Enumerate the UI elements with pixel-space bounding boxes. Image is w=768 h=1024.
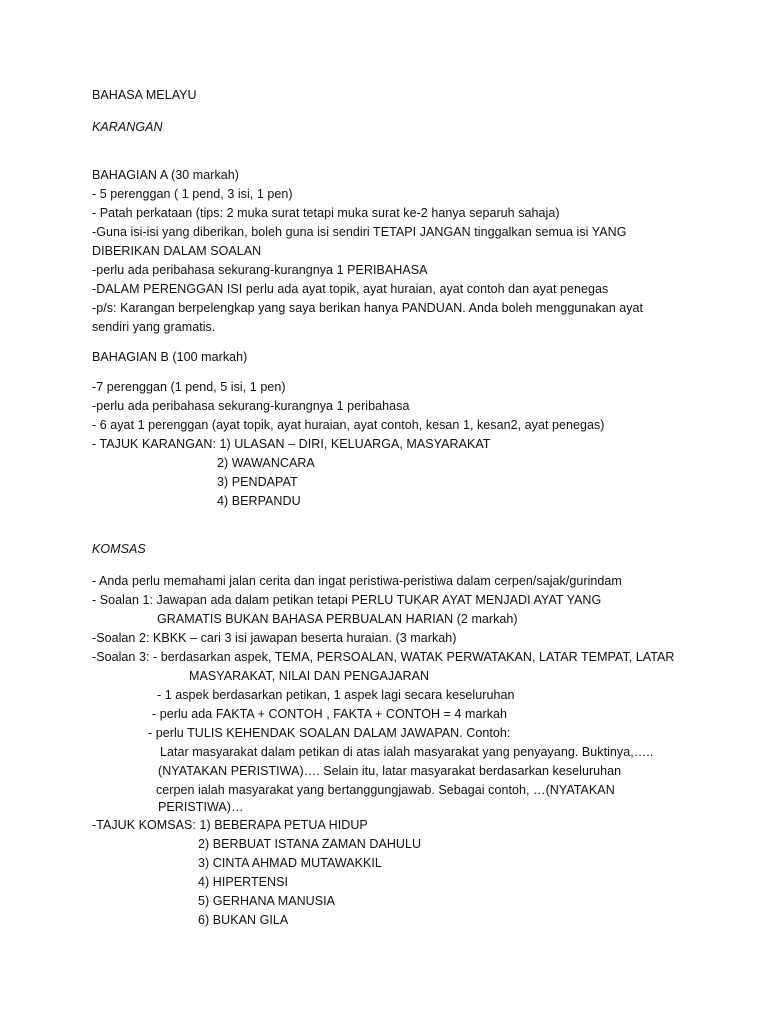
- tajuk-komsas-line: -TAJUK KOMSAS: 1) BEBERAPA PETUA HIDUP: [92, 818, 368, 832]
- bahagian-a-heading: BAHAGIAN A (30 markah): [92, 168, 239, 182]
- bahagian-a-line: -Guna isi-isi yang diberikan, boleh guna isi sendiri TETAPI JANGAN tinggalkan semua isi YANG: [92, 225, 627, 239]
- tajuk-komsas-item: 4) HIPERTENSI: [198, 875, 289, 889]
- komsas-line: GRAMATIS BUKAN BAHASA PERBUALAN HARIAN (2 markah): [157, 612, 518, 626]
- tajuk-komsas-item: 3) CINTA AHMAD MUTAWAKKIL: [198, 856, 382, 870]
- bahagian-b-line: -perlu ada peribahasa sekurang-kurangnya 1 peribahasa: [92, 399, 410, 413]
- bahagian-b-line: - 6 ayat 1 perenggan (ayat topik, ayat huraian, ayat contoh, kesan 1, kesan2, ayat penegas): [92, 418, 605, 432]
- tajuk-komsas-item: 2) BERBUAT ISTANA ZAMAN DAHULU: [198, 837, 422, 851]
- tajuk-karangan-line: - TAJUK KARANGAN: 1) ULASAN – DIRI, KELUARGA, MASYARAKAT: [92, 437, 491, 451]
- komsas-line: -Soalan 2: KBKK – cari 3 isi jawapan beserta huraian. (3 markah): [92, 631, 457, 645]
- karangan-heading: KARANGAN: [92, 120, 163, 134]
- example-line: Latar masyarakat dalam petikan di atas ialah masyarakat yang penyayang. Buktinya,…..: [160, 745, 654, 759]
- bahagian-b-heading: BAHAGIAN B (100 markah): [92, 350, 248, 364]
- example-line: (NYATAKAN PERISTIWA)…. Selain itu, latar masyarakat berdasarkan keseluruhan: [158, 764, 622, 778]
- komsas-line: MASYARAKAT, NILAI DAN PENGAJARAN: [189, 669, 430, 683]
- tajuk-karangan-item: 4) BERPANDU: [217, 494, 301, 508]
- komsas-line: -Soalan 3: - berdasarkan aspek, TEMA, PERSOALAN, WATAK PERWATAKAN, LATAR TEMPAT, LATAR: [92, 650, 675, 664]
- tajuk-komsas-item: 5) GERHANA MANUSIA: [198, 894, 336, 908]
- example-line: PERISTIWA)…: [158, 800, 244, 814]
- tajuk-karangan-item: 3) PENDAPAT: [217, 475, 298, 489]
- bahagian-a-line: - 5 perenggan ( 1 pend, 3 isi, 1 pen): [92, 187, 293, 201]
- bahagian-b-line: -7 perenggan (1 pend, 5 isi, 1 pen): [92, 380, 286, 394]
- komsas-line: - 1 aspek berdasarkan petikan, 1 aspek lagi secara keseluruhan: [157, 688, 515, 702]
- komsas-heading: KOMSAS: [92, 542, 146, 556]
- komsas-line: - perlu TULIS KEHENDAK SOALAN DALAM JAWAPAN. Contoh:: [148, 726, 511, 740]
- bahagian-a-line: -DALAM PERENGGAN ISI perlu ada ayat topik, ayat huraian, ayat contoh dan ayat penegas: [92, 282, 609, 296]
- bahagian-a-line: -p/s: Karangan berpelengkap yang saya berikan hanya PANDUAN. Anda boleh menggunakan ayat: [92, 301, 644, 315]
- document-title: BAHASA MELAYU: [92, 88, 197, 102]
- bahagian-a-line: -perlu ada peribahasa sekurang-kurangnya 1 PERIBAHASA: [92, 263, 428, 277]
- bahagian-a-line: sendiri yang gramatis.: [92, 320, 216, 334]
- tajuk-komsas-item: 6) BUKAN GILA: [198, 913, 289, 927]
- komsas-line: - perlu ada FAKTA + CONTOH , FAKTA + CONTOH = 4 markah: [152, 707, 508, 721]
- bahagian-a-line: DIBERIKAN DALAM SOALAN: [92, 244, 262, 258]
- komsas-line: - Anda perlu memahami jalan cerita dan ingat peristiwa-peristiwa dalam cerpen/sajak/gurindam: [92, 574, 622, 588]
- tajuk-karangan-item: 2) WAWANCARA: [217, 456, 315, 470]
- komsas-line: - Soalan 1: Jawapan ada dalam petikan tetapi PERLU TUKAR AYAT MENJADI AYAT YANG: [92, 593, 602, 607]
- example-line: cerpen ialah masyarakat yang bertanggungjawab. Sebagai contoh, …(NYATAKAN: [156, 783, 615, 797]
- bahagian-a-line: - Patah perkataan (tips: 2 muka surat tetapi muka surat ke-2 hanya separuh sahaja): [92, 206, 560, 220]
